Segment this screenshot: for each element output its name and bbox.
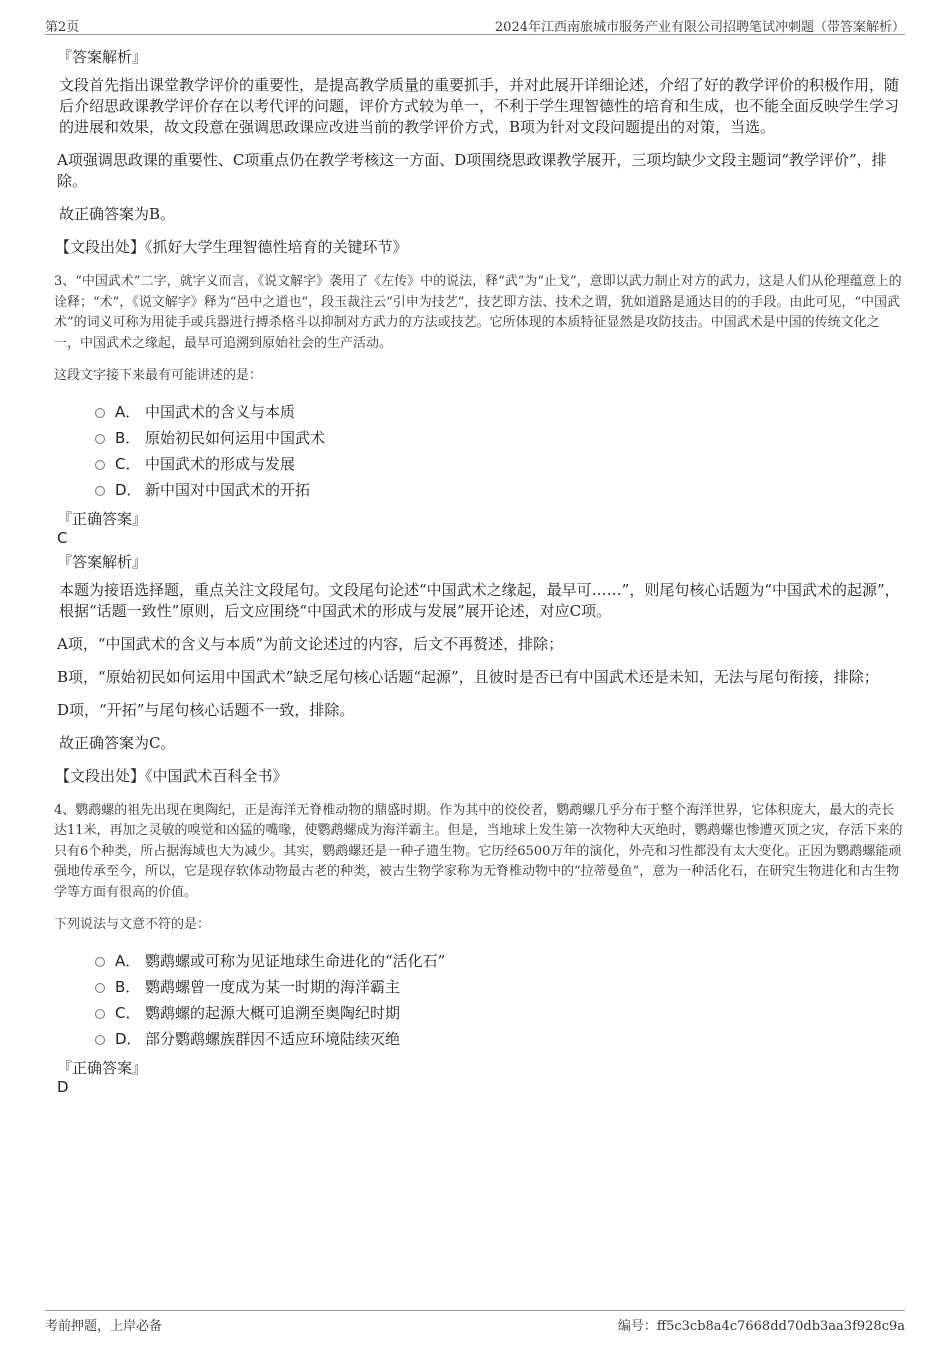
q3-analysis-label: 『答案解析』 xyxy=(57,552,148,571)
q4-options xyxy=(57,948,903,1052)
q3-passage: 3、“中国武术”二字，就字义而言，《说文解字》袭用了《左传》中的说法，释“武”为“止戈”，意即以武力制止对方的武力，这是人们从伦理蕴意上的诠释；“术”，《说文解字》释为“邑中之道也”，段玉裁注云“引申为技艺”，技艺即方法、技术之谓，犹如道路是通达目的的手段。由此可见，“中国武术”的词义可称为用徒手或兵器进行搏杀格斗以抑制对方武力的方法或技艺。它所体现的本质特征显然是攻防技击。中国武术是中国的传统文化之一，中国武术之缘起，最早可追溯到原始社会的生产活动。 xyxy=(54,274,902,351)
page-footer xyxy=(45,1310,905,1333)
q3-source: 【文段出处】《中国武术百科全书》 xyxy=(55,766,288,785)
radio-icon[interactable] xyxy=(95,983,105,993)
q3-conclusion: 故正确答案为C。 xyxy=(59,733,176,752)
q3-analysis-paragraph: B项，“原始初民如何运用中国武术”缺乏尾句核心话题“起源”，且彼时是否已有中国武术还是未知，无法与尾句衔接，排除； xyxy=(57,667,879,686)
q3-answer-label: 『正确答案』 xyxy=(57,509,148,528)
q4-answer-label: 『正确答案』 xyxy=(57,1058,148,1077)
q2-conclusion: 故正确答案为B。 xyxy=(59,205,176,223)
q4-option-b[interactable]: B． 鹦鹉螺曾一度成为某一时期的海洋霸主 xyxy=(95,974,903,1000)
radio-icon[interactable] xyxy=(95,1009,105,1019)
document-title: 2024年江西南旅城市服务产业有限公司招聘笔试冲刺题（带答案解析） xyxy=(494,20,905,35)
q3-analysis-paragraph: A项，“中国武术的含义与本质”为前文论述过的内容，后文不再赘述，排除； xyxy=(57,634,564,653)
document-body xyxy=(54,47,903,1097)
page-header xyxy=(45,14,905,35)
radio-icon[interactable] xyxy=(95,486,105,496)
q4-answer: D xyxy=(57,1077,69,1096)
q3-answer: C xyxy=(57,528,68,547)
q3-prompt: 这段文字接下来最有可能讲述的是： xyxy=(54,368,263,383)
q4-prompt: 下列说法与文意不符的是： xyxy=(54,917,211,932)
q2-analysis-label: 『答案解析』 xyxy=(57,48,148,66)
q3-option-d[interactable]: D． 新中国对中国武术的开拓 xyxy=(95,477,903,503)
q3-analysis-paragraph: 本题为接语选择题，重点关注文段尾句。文段尾句论述“中国武术之缘起，最早可……”，则尾句核心话题为“中国武术的起源”，根据“话题一致性”原则，后文应围绕“中国武术的形成与发展”展开论述，对应C项。 xyxy=(59,580,900,620)
radio-icon[interactable] xyxy=(95,460,105,470)
q2-source: 【文段出处】《抓好大学生理智德性培育的关键环节》 xyxy=(55,238,408,256)
document-id: 编号：ff5c3cb8a4c7668dd70db3aa3f928c9a xyxy=(617,1319,905,1334)
q3-analysis-paragraph: D项，“开拓”与尾句核心话题不一致，排除。 xyxy=(57,700,355,719)
q2-analysis-paragraph: 文段首先指出课堂教学评价的重要性，是提高教学质量的重要抓手，并对此展开详细论述，介绍了好的教学评价的积极作用，随后介绍思政课教学评价存在以考代评的问题，评价方式较为单一，不利于学生理智德性的培育和生成，也不能全面反映学生学习的进展和效果，故文段意在强调思政课应改进当前的教学评价方式，B项为针对文段问题提出的对策，当选。 xyxy=(59,76,900,136)
q2-analysis-paragraph: A项强调思政课的重要性、C项重点仍在教学考核这一方面、D项围绕思政课教学展开，三项均缺少文段主题词“教学评价”，排除。 xyxy=(57,151,887,190)
footer-slogan: 考前押题，上岸必备 xyxy=(45,1319,163,1334)
q3-option-a[interactable]: A． 中国武术的含义与本质 xyxy=(95,399,903,425)
q4-passage: 4、鹦鹉螺的祖先出现在奥陶纪，正是海洋无脊椎动物的鼎盛时期。作为其中的佼佼者，鹦鹉螺几乎分布于整个海洋世界，它体积庞大，最大的壳长达11米，再加之灵敏的嗅觉和凶猛的嘴喙，使鹦鹉螺成为海洋霸主。但是，当地球上发生第一次物种大灭绝时，鹦鹉螺也惨遭灭顶之灾，存活下来的只有6个种类，所占据海域也大为减少。其实，鹦鹉螺还是一种孑遗生物。它历经6500万年的演化，外壳和习性都没有太大变化。正因为鹦鹉螺能顽强地传承至今，所以，它是现存软体动物最古老的种类，被古生物学家称为无脊椎动物中的“拉蒂曼鱼”，意为一种活化石，在研究生物进化和古生物学等方面有很高的价值。 xyxy=(54,802,903,900)
q4-option-c[interactable]: C． 鹦鹉螺的起源大概可追溯至奥陶纪时期 xyxy=(95,1000,903,1026)
page-number: 第2页 xyxy=(45,20,80,35)
radio-icon[interactable] xyxy=(95,957,105,967)
q3-options xyxy=(57,399,903,503)
q3-option-c[interactable]: C． 中国武术的形成与发展 xyxy=(95,451,903,477)
q3-option-b[interactable]: B． 原始初民如何运用中国武术 xyxy=(95,425,903,451)
radio-icon[interactable] xyxy=(95,1035,105,1045)
radio-icon[interactable] xyxy=(95,408,105,418)
radio-icon[interactable] xyxy=(95,434,105,444)
q4-option-d[interactable]: D． 部分鹦鹉螺族群因不适应环境陆续灭绝 xyxy=(95,1026,903,1052)
q4-option-a[interactable]: A． 鹦鹉螺或可称为见证地球生命进化的“活化石” xyxy=(95,948,903,974)
